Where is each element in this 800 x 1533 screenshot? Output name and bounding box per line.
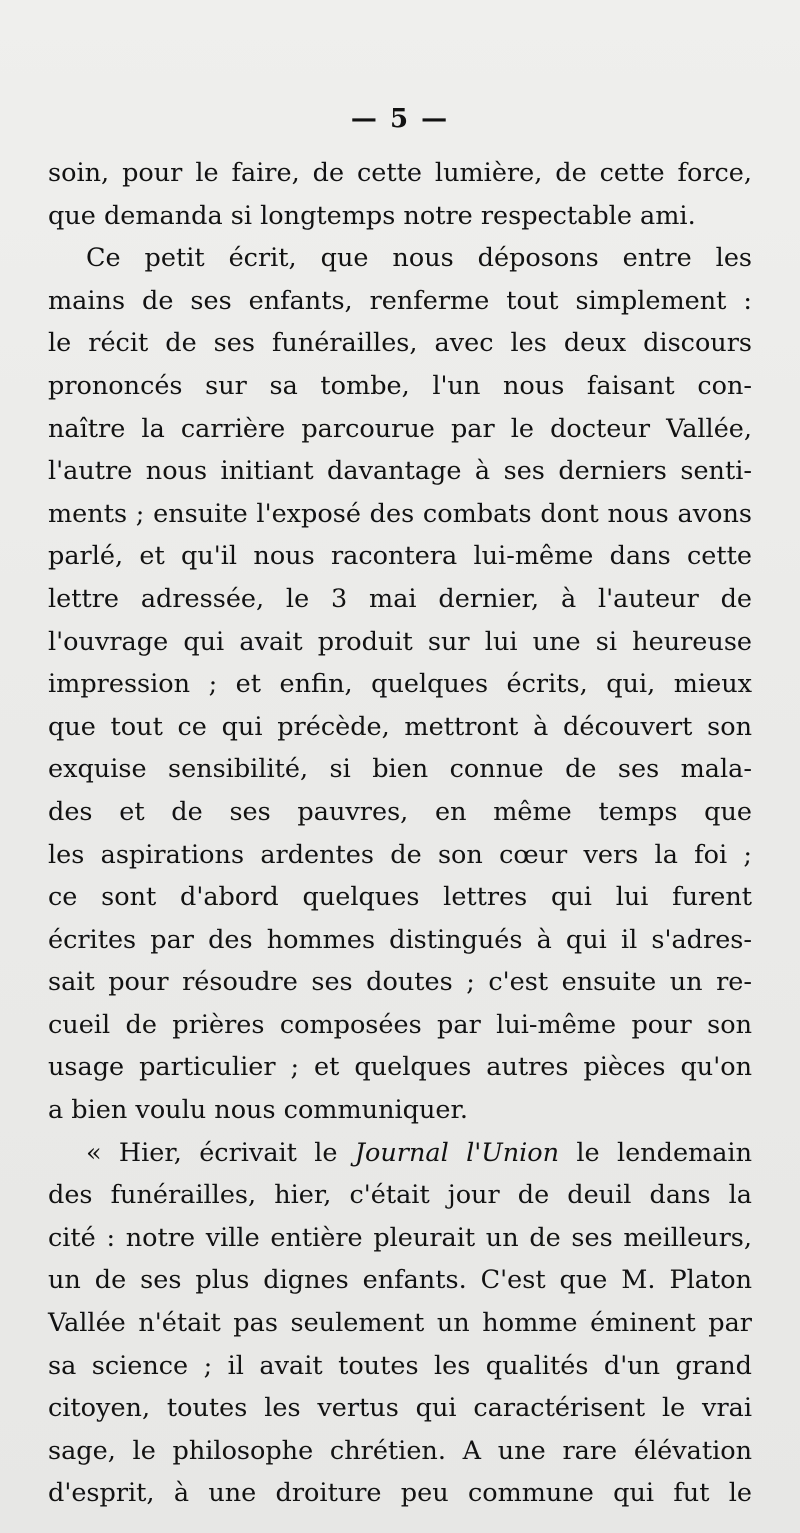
text-line: exquise sensibilité, si bien connue de ses mala- <box>48 754 752 785</box>
text-line <box>48 1132 752 1175</box>
text-line: Ce petit écrit, que nous déposons entre les <box>86 243 752 274</box>
text-line: les aspirations ardentes de son cœur vers la foi ; <box>48 839 752 870</box>
text-line: mains de ses enfants, renferme tout simplement : <box>48 285 752 316</box>
text-segment: « Hier, écrivait le <box>86 1137 355 1168</box>
text-line: a bien voulu nous communiquer. <box>48 1095 468 1126</box>
text-line: d'esprit, à une droiture peu commune qui fut le <box>48 1478 752 1509</box>
text-line: sait pour résoudre ses doutes ; c'est ensuite un re- <box>48 967 752 998</box>
text-line: impression ; et enfin, quelques écrits, qui, mieux <box>48 669 752 700</box>
page-number: — 5 — <box>350 104 450 134</box>
text-line: des et de ses pauvres, en même temps que <box>48 796 752 827</box>
text-line: naître la carrière parcourue par le docteur Vallée, <box>48 413 752 444</box>
text-line: ments ; ensuite l'exposé des combats dont nous avons <box>48 498 752 529</box>
text-line: cueil de prières composées par lui-même pour son <box>48 1009 752 1040</box>
text-line: sage, le philosophe chrétien. A une rare élévation <box>48 1435 752 1466</box>
italic-title: Journal l'Union <box>354 1137 560 1168</box>
text-line: usage particulier ; et quelques autres pièces qu'on <box>48 1052 752 1083</box>
text-line: citoyen, toutes les vertus qui caractérisent le vrai <box>48 1393 752 1424</box>
text-line: que demanda si longtemps notre respectable ami. <box>48 200 696 231</box>
text-line: l'ouvrage qui avait produit sur lui une si heureuse <box>48 626 752 657</box>
text-line: parlé, et qu'il nous racontera lui-même dans cette <box>48 541 752 572</box>
text-line: le récit de ses funérailles, avec les deux discours <box>48 328 752 359</box>
body-text <box>48 152 752 1515</box>
text-line: soin, pour le faire, de cette lumière, de cette force, <box>48 158 752 188</box>
text-line: sa science ; il avait toutes les qualités d'un grand <box>48 1350 752 1381</box>
text-line: des funérailles, hier, c'était jour de deuil dans la <box>48 1180 752 1211</box>
text-line: prononcés sur sa tombe, l'un nous faisant con- <box>48 370 752 401</box>
text-line: que tout ce qui précède, mettront à découvert son <box>48 711 752 742</box>
text-line: un de ses plus dignes enfants. C'est que M. Platon <box>48 1265 752 1296</box>
text-line: l'autre nous initiant davantage à ses derniers senti- <box>48 456 752 487</box>
text-line: cité : notre ville entière pleurait un de ses meilleurs, <box>48 1222 752 1253</box>
text-line: Vallée n'était pas seulement un homme éminent par <box>48 1308 752 1339</box>
text-line: écrites par des hommes distingués à qui il s'adres- <box>48 924 752 955</box>
text-line: ce sont d'abord quelques lettres qui lui furent <box>48 882 752 913</box>
text-segment: le lendemain <box>559 1137 752 1168</box>
text-line: lettre adressée, le 3 mai dernier, à l'auteur de <box>48 583 752 614</box>
